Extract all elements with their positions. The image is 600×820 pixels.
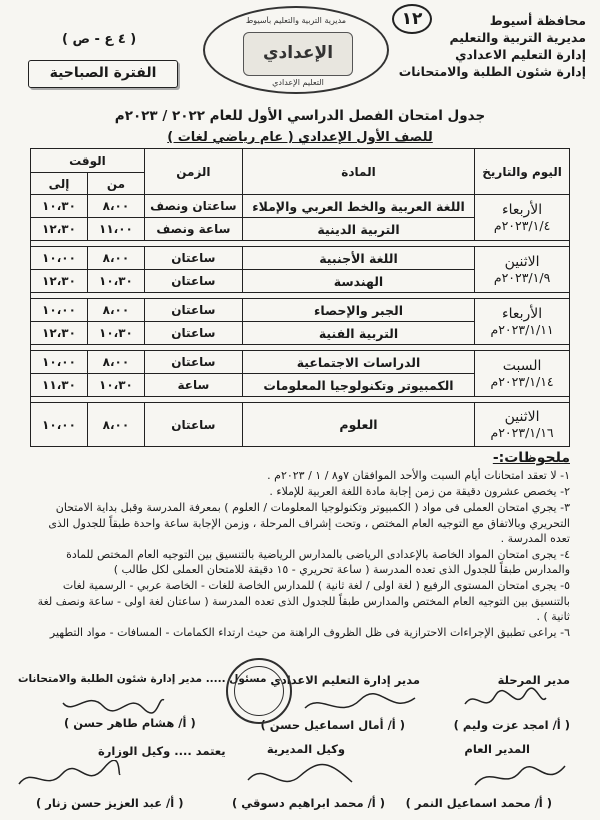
- day-name: الأربعاء: [501, 201, 543, 218]
- signature-scribble-5: [240, 760, 360, 796]
- signature-block-ministry-deputy: [98, 744, 226, 758]
- signature-scribble-2: [300, 690, 420, 718]
- subject-cell: الجبر والإحصاء: [242, 299, 474, 322]
- signature-name-general-director: ( أ/ محمد اسماعيل النمر ): [405, 796, 552, 810]
- time-to-cell: ١٢،٣٠: [31, 322, 88, 345]
- time-from-cell: ١٠،٣٠: [87, 270, 144, 293]
- time-to-cell: ١٠،٣٠: [31, 195, 88, 218]
- exam-schedule-table: [30, 148, 570, 447]
- ministry-logo: [203, 6, 389, 94]
- table-row: [31, 403, 570, 447]
- signature-role: مدير المرحلة: [497, 673, 570, 687]
- day-date: ٢٠٢٣/١/١١م: [490, 321, 554, 337]
- signature-scribble-4: [470, 760, 570, 796]
- subject-cell: العلوم: [242, 403, 474, 447]
- duration-cell: ساعتان: [144, 351, 242, 374]
- table-row: [31, 195, 570, 218]
- time-to-cell: ١٠،٠٠: [31, 351, 88, 374]
- duration-cell: ساعتان: [144, 322, 242, 345]
- signature-name-exams-director: ( أ/ هشام طاهر حسن ): [64, 716, 196, 730]
- day-date: ٢٠٢٣/١/٤م: [493, 217, 551, 233]
- day-cell: [475, 195, 570, 241]
- duration-cell: ساعتان ونصف: [144, 195, 242, 218]
- day-cell: [475, 299, 570, 345]
- subject-cell: اللغة الأجنبية: [242, 247, 474, 270]
- official-stamp: [226, 658, 292, 724]
- duration-cell: ساعتان: [144, 403, 242, 447]
- signature-block-prep-director: [270, 673, 420, 687]
- time-to-cell: ١٠،٠٠: [31, 403, 88, 447]
- header-line-1: محافظة أسيوط: [489, 13, 586, 28]
- note-item: ٣- يجري امتحان العملى فى مواد ( الكمبيوتر وتكنولوجيا المعلومات / العلوم ) بمعرفة المدرسة وقبل بداية الامتحان التحريري وبالاتفاق مع التوجيه العام المختص ، وتحت إشراف المرحلة ، وزمن الإجابة ساعة واحدة طبقاً للجدول الذى تعده المدرسة .: [48, 501, 570, 545]
- logo-text: الإعدادي: [243, 32, 353, 76]
- day-name: الاثنين: [504, 253, 540, 270]
- time-from-cell: ١٠،٣٠: [87, 374, 144, 397]
- table-row: [31, 247, 570, 270]
- header-time: الوقت: [31, 149, 145, 173]
- notes-list: [30, 468, 570, 641]
- form-code: ( ٤ ع - ص ): [62, 32, 137, 47]
- day-date: ٢٠٢٣/١/١٦م: [490, 424, 554, 440]
- signature-name-deputy-directorate: ( أ/ محمد ابراهيم دسوقي ): [231, 796, 385, 810]
- logo-ring-text: مديرية التربية والتعليم بأسيوط: [245, 16, 347, 25]
- signature-role: المدير العام: [464, 742, 530, 756]
- time-from-cell: ٨،٠٠: [87, 195, 144, 218]
- time-from-cell: ١٠،٣٠: [87, 322, 144, 345]
- time-from-cell: ٨،٠٠: [87, 247, 144, 270]
- duration-cell: ساعة ونصف: [144, 218, 242, 241]
- subject-cell: الهندسة: [242, 270, 474, 293]
- time-to-cell: ١٠،٠٠: [31, 247, 88, 270]
- subject-cell: التربية الفنية: [242, 322, 474, 345]
- time-to-cell: ١٢،٣٠: [31, 218, 88, 241]
- time-to-cell: ١٢،٣٠: [31, 270, 88, 293]
- time-from-cell: ٨،٠٠: [87, 403, 144, 447]
- note-item: ٤- يجرى امتحان المواد الخاصة بالإعدادى الرياضى بالمدارس الرياضية بالتنسيق بين التوجيه العام المختص للمادة والمدارس طبقاً للجدول الذى تعده المدرسة ( ساعة تحريري - ١٥ دقيقة للامتحان العملى لكل طالب ): [66, 548, 570, 577]
- period-box: الفترة الصباحية: [28, 60, 178, 88]
- note-item: ١- لا تعقد امتحانات أيام السبت والأحد الموافقان ٧و٨ / ١ / ٢٠٢٣م .: [267, 469, 570, 482]
- schedule-title: جدول امتحان الفصل الدراسي الأول للعام ٢٠٢٢ / ٢٠٢٣م: [114, 108, 486, 124]
- notes-title: ملحوظات:-: [492, 450, 570, 466]
- day-name: الأربعاء: [501, 305, 543, 322]
- header-line-4: إدارة شئون الطلبة والامتحانات: [398, 64, 586, 79]
- header-subject: المادة: [242, 149, 474, 195]
- day-date: ٢٠٢٣/١/٩م: [493, 269, 551, 285]
- signature-scribble-6: [14, 760, 124, 796]
- time-to-cell: ١٠،٠٠: [31, 299, 88, 322]
- header-day: اليوم والتاريخ: [475, 149, 570, 195]
- subject-cell: التربية الدينية: [242, 218, 474, 241]
- document-number: ١٢: [392, 4, 432, 34]
- subject-cell: الكمبيوتر وتكنولوجيا المعلومات: [242, 374, 474, 397]
- signature-name-stage-director: ( أ/ امجد عزت وليم ): [453, 718, 570, 732]
- signature-block-general-director: [464, 742, 530, 756]
- duration-cell: ساعتان: [144, 247, 242, 270]
- day-cell: [475, 247, 570, 293]
- schedule-subtitle: للصف الأول الإعدادي ( عام رياضي لغات ): [167, 130, 433, 145]
- day-name: السبت: [502, 357, 542, 374]
- duration-cell: ساعتان: [144, 299, 242, 322]
- signature-block-deputy-directorate: [267, 742, 345, 756]
- time-from-cell: ٨،٠٠: [87, 299, 144, 322]
- header-line-3: إدارة التعليم الاعدادي: [455, 47, 586, 62]
- signature-scribble-1: [460, 684, 550, 716]
- day-cell: [475, 403, 570, 447]
- note-item: ٥- يجرى امتحان المستوى الرفيع ( لغة اولى / لغة ثانية ) للمدارس الخاصة للغات - الخاصة عربي - الرسمية لغات بالتنسيق بين التوجيه العام المختص والمدارس طبقاً للجدول الذى تعده المدرسة ( ساعتان لغة اولى - ساعة ونصف لغة ثانية ) .: [37, 579, 570, 623]
- duration-cell: ساعتان: [144, 270, 242, 293]
- logo-subtext: التعليم الإعدادي: [272, 78, 324, 87]
- time-to-cell: ١١،٣٠: [31, 374, 88, 397]
- day-cell: [475, 351, 570, 397]
- header-to: إلى: [31, 173, 88, 195]
- duration-cell: ساعة: [144, 374, 242, 397]
- table-row: [31, 299, 570, 322]
- table-row: [31, 351, 570, 374]
- time-from-cell: ١١،٠٠: [87, 218, 144, 241]
- signature-scribble-3: [58, 688, 168, 718]
- header-duration: الزمن: [144, 149, 242, 195]
- header-line-2: مديرية التربية والتعليم: [449, 30, 586, 45]
- subject-cell: اللغة العربية والخط العربي والإملاء: [242, 195, 474, 218]
- note-item: ٢- يخصص عشرون دقيقة من زمن إجابة مادة اللغة العربية للإملاء .: [269, 485, 570, 499]
- schedule-body: [31, 195, 570, 447]
- day-name: الاثنين: [504, 408, 540, 425]
- subject-cell: الدراسات الاجتماعية: [242, 351, 474, 374]
- header-from: من: [87, 173, 144, 195]
- signature-role: وكيل المديرية: [266, 742, 345, 756]
- note-item: ٦- يراعى تطبيق الإجراءات الاحترازية فى ظل الظروف الراهنة من حيث ارتداء الكمامات - المسافات - مواد التطهير: [49, 626, 570, 640]
- signature-name-prep-director: ( أ/ أمال اسماعيل حسن ): [260, 718, 405, 732]
- signature-role: مسئول ..... مدير إدارة شئون الطلبة والامتحانات: [18, 673, 267, 685]
- signature-role: يعتمد .... وكيل الوزارة: [98, 744, 226, 758]
- day-date: ٢٠٢٣/١/١٤م: [490, 373, 554, 389]
- signature-role: مدير إدارة التعليم الاعدادي: [270, 673, 420, 687]
- time-from-cell: ٨،٠٠: [87, 351, 144, 374]
- signature-name-ministry-deputy: ( أ/ عبد العزيز حسن زنار ): [36, 796, 184, 810]
